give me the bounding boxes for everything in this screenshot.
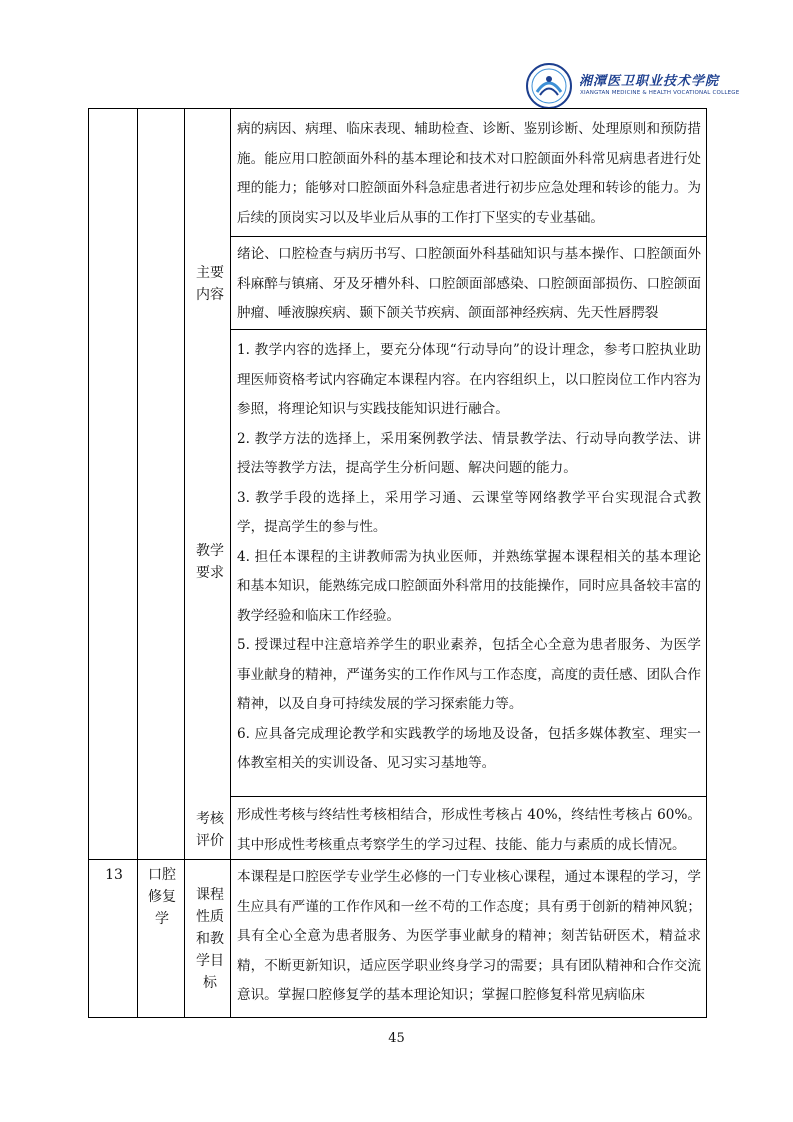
teaching-requirement-item: 2. 教学方法的选择上，采用案例教学法、情景教学法、行动导向教学法、讲授法等教学方法，提高学生分析问题、解决问题的能力。 xyxy=(237,430,701,476)
course-goal-continued-text: 病的病因、病理、临床表现、辅助检查、诊断、鉴别诊断、处理原则和预防措施。能应用口腔颌面外科的基本理论和技术对口腔颌面外科常见病患者进行处理的能力；能够对口腔颌面外科急症患者进行初步应急处理和转诊的能力。为后续的顶岗实习以及毕业后从事的工作打下坚实的专业基础。 xyxy=(237,121,701,226)
table-border-top xyxy=(88,108,707,109)
college-logo xyxy=(525,62,740,110)
college-emblem-icon xyxy=(525,62,573,110)
table-border-left xyxy=(88,108,89,1018)
teaching-requirement-item: 6. 应具备完成理论教学和实践教学的场地及设备，包括多媒体教室、理实一体教室相关的实训设备、见习实习基地等。 xyxy=(237,725,701,771)
course-name: 口腔 修复 学 xyxy=(148,867,176,927)
table-border-bottom xyxy=(88,1017,707,1018)
teaching-requirement-item: 1. 教学内容的选择上，要充分体现“行动导向”的设计理念，参考口腔执业助理医师资格考试内容确定本课程内容。在内容组织上，以口腔岗位工作内容为参照，将理论知识与实践技能知识进行融合。 xyxy=(237,342,701,417)
course-nature-label: 课程 性质 和教 学目 标 xyxy=(196,887,224,991)
page-number: 45 xyxy=(388,1031,405,1046)
row-divider xyxy=(230,236,707,237)
main-content-text: 绪论、口腔检查与病历书写、口腔颌面外科基础知识与基本操作、口腔颌面外科麻醉与镇痛、牙及牙槽外科、口腔颌面部感染、口腔颌面部损伤、口腔颌面肿瘤、唾液腺疾病、颞下颌关节疾病、颌面部神经疾病、先天性唇腭裂 xyxy=(237,246,701,321)
course-nature-text: 本课程是口腔医学专业学生必修的一门专业核心课程，通过本课程的学习，学生应具有严谨的工作作风和一丝不苟的工作态度；具有勇于创新的精神风貌；具有全心全意为患者服务、为医学事业献身的精神；刻苦钻研医术，精益求精，不断更新知识，适应医学职业终身学习的需要；具有团队精神和合作交流意识。掌握口腔修复学的基本理论知识；掌握口腔修复科常见病临床 xyxy=(237,869,701,1003)
teaching-requirement-item: 5. 授课过程中注意培养学生的职业素养，包括全心全意为患者服务、为医学事业献身的精神，严谨务实的工作作风与工作态度，高度的责任感、团队合作精神，以及自身可持续发展的学习探索能力等。 xyxy=(237,637,701,712)
table-divider-col2 xyxy=(184,108,185,1018)
table-divider-col3 xyxy=(230,108,231,1018)
teaching-requirements-label: 教学 要求 xyxy=(196,543,224,581)
row-divider xyxy=(230,329,707,330)
assessment-label: 考核 评价 xyxy=(196,811,224,849)
row-divider xyxy=(230,796,707,797)
teaching-requirements-list xyxy=(237,336,701,779)
assessment-text: 形成性考核与终结性考核相结合，形成性考核占 40%，终结性考核占 60%。其中形成性考核重点考察学生的学习过程、技能、能力与素质的成长情况。 xyxy=(237,807,701,853)
table-divider-col1 xyxy=(137,108,138,1018)
course-number: 13 xyxy=(105,867,123,883)
main-content-label: 主要 内容 xyxy=(196,265,224,303)
teaching-requirement-item: 4. 担任本课程的主讲教师需为执业医师，并熟练掌握本课程相关的基本理论和基本知识，能熟练完成口腔颌面外科常用的技能操作，同时应具备较丰富的教学经验和临床工作经验。 xyxy=(237,548,701,624)
table-border-right xyxy=(706,108,707,1018)
college-name-cn: 湘潭医卫职业技术学院 xyxy=(579,74,720,89)
college-name-en: XIANGTAN MEDICINE & HEALTH VOCATIONAL COLLEGE xyxy=(580,90,740,96)
teaching-requirement-item: 3. 教学手段的选择上，采用学习通、云课堂等网络教学平台实现混合式教学，提高学生的参与性。 xyxy=(237,489,701,535)
